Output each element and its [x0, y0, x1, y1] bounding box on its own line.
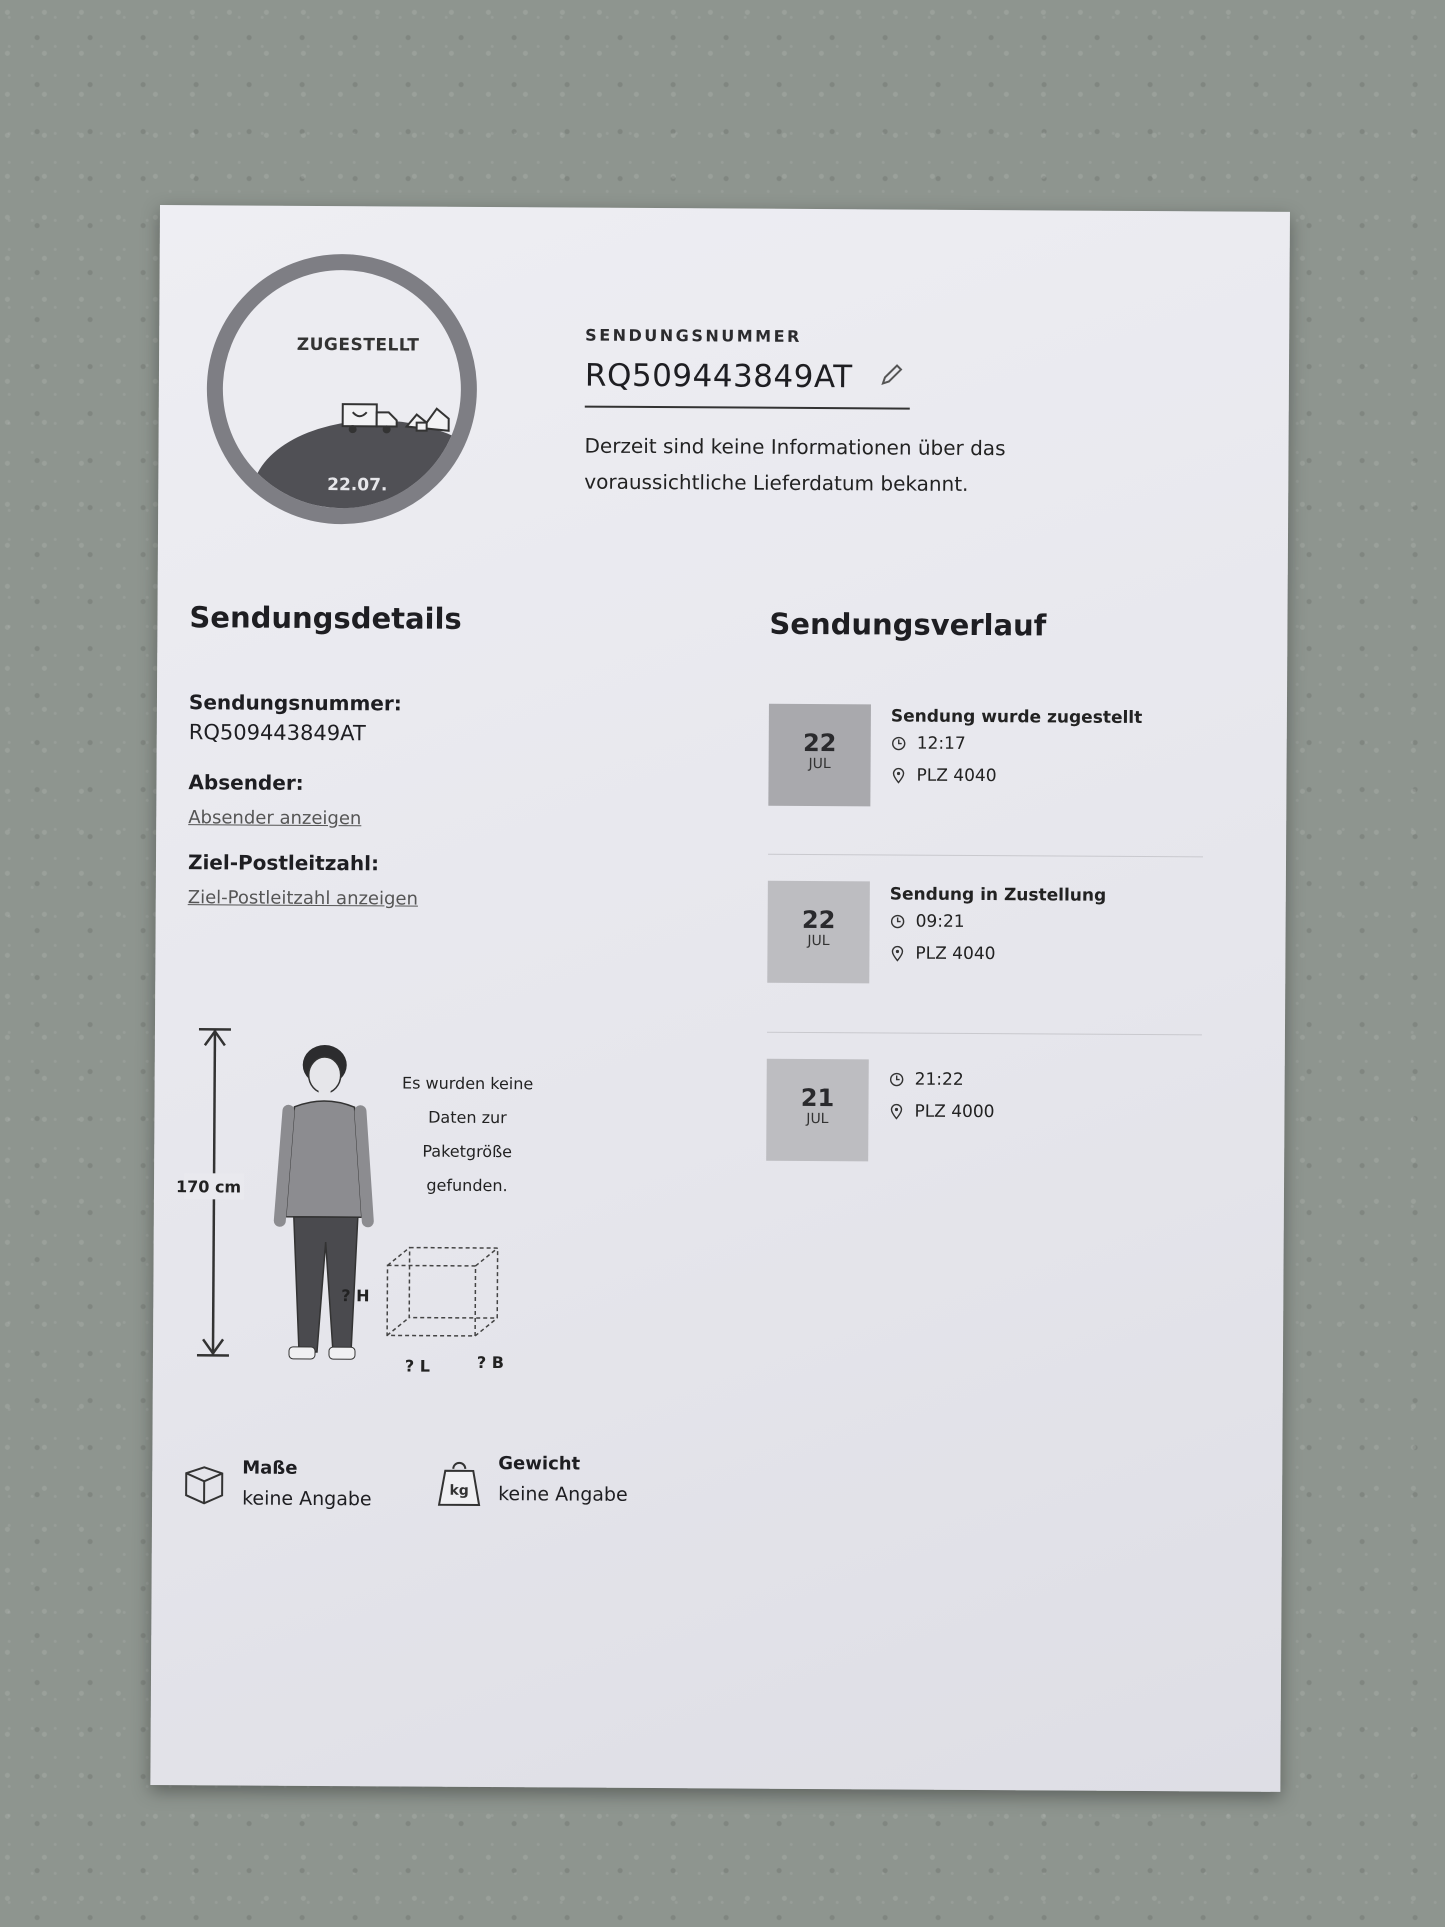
tracking-number-field-label: Sendungsnummer:	[188, 690, 402, 716]
no-size-data-text: Es wurden keine Daten zur Paketgröße gefunden.	[401, 1073, 534, 1196]
event-separator	[768, 854, 1203, 858]
event-month: JUL	[806, 1110, 829, 1128]
person-figure-icon	[271, 1041, 383, 1372]
clock-icon	[891, 735, 907, 751]
sender-label: Absender:	[188, 770, 304, 795]
event-place: PLZ 4000	[914, 1101, 995, 1123]
dimensions-icon	[182, 1463, 226, 1507]
tracking-number-field-value: RQ509443849AT	[188, 720, 366, 746]
sender-link[interactable]: Absender anzeigen	[188, 807, 362, 830]
event-time: 12:17	[916, 733, 966, 754]
event-month: JUL	[807, 932, 830, 950]
box-length-label: ? L	[404, 1356, 431, 1376]
event-separator	[767, 1032, 1202, 1036]
event-date-box	[767, 881, 870, 984]
event-title: Sendung in Zustellung	[889, 884, 1107, 906]
status-circle	[206, 253, 478, 525]
tracking-number-underline	[585, 406, 910, 410]
tracking-number-label: SENDUNGSNUMMER	[585, 325, 802, 346]
box-height-label: ? H	[341, 1286, 370, 1306]
package-box-icon	[375, 1241, 516, 1352]
event-day: 22	[802, 728, 837, 758]
event-date-box	[768, 704, 871, 807]
tracking-number: RQ509443849AT	[584, 357, 853, 396]
weight-icon-text: kg	[449, 1482, 469, 1499]
event-time: 09:21	[915, 911, 965, 932]
event-month: JUL	[808, 755, 831, 773]
weight-icon	[437, 1459, 481, 1509]
weight-value: keine Angabe	[498, 1483, 628, 1506]
status-date: 22.07.	[327, 475, 388, 496]
delivery-truck-icon	[341, 398, 478, 449]
event-date-box	[766, 1059, 869, 1162]
person-height-label: 170 cm	[175, 1177, 242, 1197]
event-title: Sendung wurde zugestellt	[890, 706, 1143, 729]
zip-link[interactable]: Ziel-Postleitzahl anzeigen	[187, 887, 419, 910]
status-label: ZUGESTELLT	[296, 334, 420, 356]
event-place: PLZ 4040	[915, 943, 996, 965]
box-width-label: ? B	[476, 1352, 505, 1373]
dimensions-label: Maße	[242, 1457, 298, 1479]
delivery-info-text: Derzeit sind keine Informationen über das voraussichtliche Lieferdatum bekannt.	[584, 433, 1006, 496]
zip-label: Ziel-Postleitzahl:	[187, 850, 380, 876]
location-pin-icon	[889, 945, 905, 961]
details-title: Sendungsdetails	[189, 600, 462, 636]
event-place: PLZ 4040	[916, 765, 997, 787]
event-time: 21:22	[914, 1069, 964, 1090]
printed-page	[150, 205, 1290, 1792]
event-day: 22	[801, 905, 836, 935]
location-pin-icon	[890, 767, 906, 783]
pencil-icon[interactable]	[877, 359, 907, 389]
history-title: Sendungsverlauf	[769, 606, 1047, 643]
dimensions-value: keine Angabe	[242, 1487, 372, 1511]
clock-icon	[890, 913, 906, 929]
weight-label: Gewicht	[498, 1453, 581, 1475]
clock-icon	[889, 1071, 905, 1087]
event-day: 21	[800, 1083, 835, 1113]
location-pin-icon	[888, 1103, 904, 1119]
